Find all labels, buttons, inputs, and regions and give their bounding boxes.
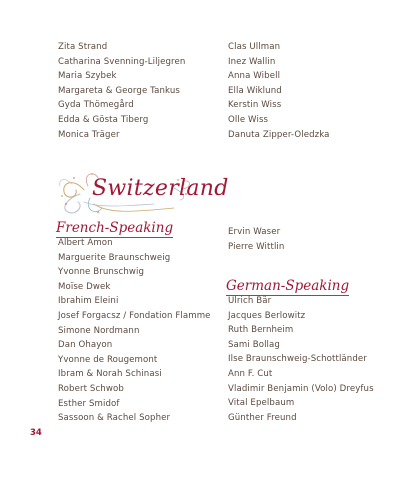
name-entry: Ibram & Norah Schinasi: [58, 369, 162, 380]
name-entry: Günther Freund: [228, 412, 297, 423]
name-entry: Ruth Bernheim: [228, 325, 294, 336]
name-entry: Ulrich Bär: [228, 296, 272, 306]
name-entry: Ervin Waser: [228, 227, 281, 237]
name-entry: Dan Ohayon: [58, 340, 113, 351]
name-entry: Vital Epelbaum: [228, 398, 295, 409]
section-heading-text: German-Speaking: [226, 278, 350, 294]
page-number: 34: [30, 428, 42, 438]
name-entry: Danuta Zipper-Oledzka: [228, 129, 330, 140]
name-entry: Kerstin Wiss: [228, 100, 282, 111]
name-entry: Esther Smidof: [58, 398, 120, 409]
name-entry: Zita Strand: [58, 42, 108, 52]
name-entry: Ann F. Cut: [228, 368, 273, 379]
german-speaking-name-list: [228, 294, 374, 425]
french-speaking-name-list-continued: [228, 225, 284, 254]
name-entry: Margareta & George Tankus: [58, 85, 180, 96]
name-entry: Sami Bollag: [228, 339, 280, 350]
top-left-name-list: [58, 40, 185, 142]
name-entry: Pierre Wittlin: [228, 241, 285, 252]
name-entry: Gyda Thömegård: [58, 100, 134, 111]
name-entry: Clas Ullman: [228, 42, 281, 52]
name-entry: Marguerite Braunschweig: [58, 252, 171, 263]
name-entry: Vladimir Benjamin (Volo) Dreyfus: [228, 383, 374, 394]
name-entry: Ibrahim Eleini: [58, 296, 119, 307]
name-entry: Maria Szybek: [58, 71, 117, 82]
name-entry: Josef Forgacsz / Fondation Flamme: [58, 310, 211, 321]
name-entry: Ella Wiklund: [228, 85, 282, 96]
name-entry: Catharina Svenning-Liljegren: [58, 56, 186, 67]
name-entry: Monica Träger: [58, 129, 120, 140]
name-entry: Olle Wiss: [228, 114, 269, 125]
name-entry: Yvonne Brunschwig: [58, 267, 145, 278]
name-entry: Albert Amon: [58, 238, 113, 248]
top-right-name-list: [228, 40, 330, 142]
section-heading-text: French-Speaking: [56, 220, 174, 236]
name-entry: Edda & Gösta Tiberg: [58, 114, 149, 125]
name-entry: Simone Nordmann: [58, 325, 140, 336]
name-entry: Inez Wallin: [228, 56, 276, 67]
french-speaking-name-list: [58, 236, 211, 426]
country-title: Switzerland: [92, 176, 229, 201]
name-entry: Moïse Dwek: [58, 281, 111, 292]
name-entry: Sassoon & Rachel Sopher: [58, 413, 171, 424]
name-entry: Robert Schwob: [58, 383, 124, 394]
name-entry: Ilse Braunschweig-Schottländer: [228, 354, 367, 365]
name-entry: Yvonne de Rougemont: [58, 354, 158, 365]
name-entry: Anna Wibell: [228, 71, 281, 82]
name-entry: Jacques Berlowitz: [228, 310, 306, 321]
